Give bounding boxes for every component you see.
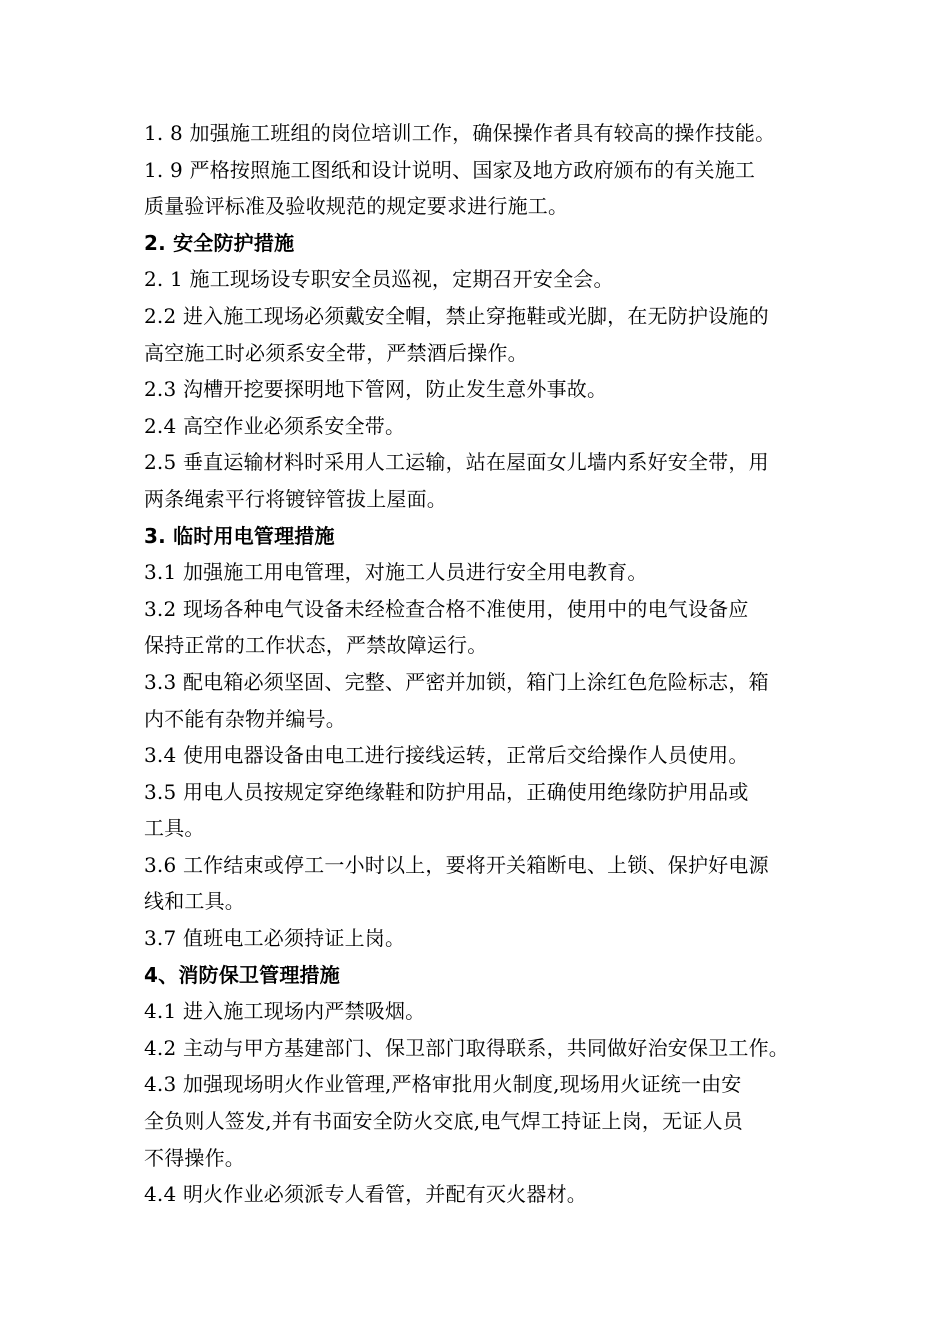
paragraph-line: 3.5 用电人员按规定穿绝缘鞋和防护用品，正确使用绝缘防护用品或 [144,779,749,804]
paragraph-line: 工具。 [144,816,205,841]
paragraph-line: 4.3 加强现场明火作业管理,严格审批用火制度,现场用火证统一由安 [144,1072,742,1097]
paragraph-line: 不得操作。 [144,1145,245,1170]
paragraph-line: 全负则人签发,并有书面安全防火交底,电气焊工持证上岗，无证人员 [144,1109,743,1134]
section-heading: 3. 临时用电管理措施 [144,523,335,548]
paragraph-line: 两条绳索平行将镀锌管拔上屋面。 [144,486,447,511]
section-heading: 4、消防保卫管理措施 [144,962,340,987]
paragraph-line: 高空施工时必须系安全带，严禁酒后操作。 [144,340,528,365]
paragraph-line: 线和工具。 [144,889,245,914]
paragraph-line: 3.4 使用电器设备由电工进行接线运转，正常后交给操作人员使用。 [144,743,749,768]
paragraph-line: 3.7 值班电工必须持证上岗。 [144,926,406,951]
paragraph-line: 4.2 主动与甲方基建部门、保卫部门取得联系，共同做好治安保卫工作。 [144,1035,789,1060]
paragraph-line: 3.3 配电箱必须坚固、完整、严密并加锁，箱门上涂红色危险标志，箱 [144,669,769,694]
paragraph-line: 3.1 加强施工用电管理，对施工人员进行安全用电教育。 [144,560,648,585]
paragraph-line: 2.4 高空作业必须系安全带。 [144,413,406,438]
paragraph-line: 2.2 进入施工现场必须戴安全帽，禁止穿拖鞋或光脚，在无防护设施的 [144,303,769,328]
paragraph-line: 1. 8 加强施工班组的岗位培训工作，确保操作者具有较高的操作技能。 [144,121,776,145]
paragraph-line: 4.4 明火作业必须派专人看管，并配有灭火器材。 [144,1182,587,1207]
section-heading: 2. 安全防护措施 [144,230,295,255]
paragraph-line: 内不能有杂物并编号。 [144,706,346,731]
paragraph-line: 保持正常的工作状态，严禁故障运行。 [144,633,488,658]
paragraph-line: 3.2 现场各种电气设备未经检查合格不准使用，使用中的电气设备应 [144,596,749,621]
paragraph-line: 2.3 沟槽开挖要探明地下管网，防止发生意外事故。 [144,377,608,402]
paragraph-line: 3.6 工作结束或停工一小时以上，要将开关箱断电、上锁、保护好电源 [144,852,769,877]
paragraph-line: 2.5 垂直运输材料时采用人工运输，站在屋面女儿墙内系好安全带，用 [144,450,769,475]
paragraph-line: 1. 9 严格按照施工图纸和设计说明、国家及地方政府颁布的有关施工 [144,157,756,182]
document-page [144,115,824,1213]
paragraph-line: 质量验评标准及验收规范的规定要求进行施工。 [144,194,569,219]
paragraph-line: 2. 1 施工现场设专职安全员巡视，定期召开安全会。 [144,267,614,292]
paragraph-line: 4.1 进入施工现场内严禁吸烟。 [144,999,426,1024]
